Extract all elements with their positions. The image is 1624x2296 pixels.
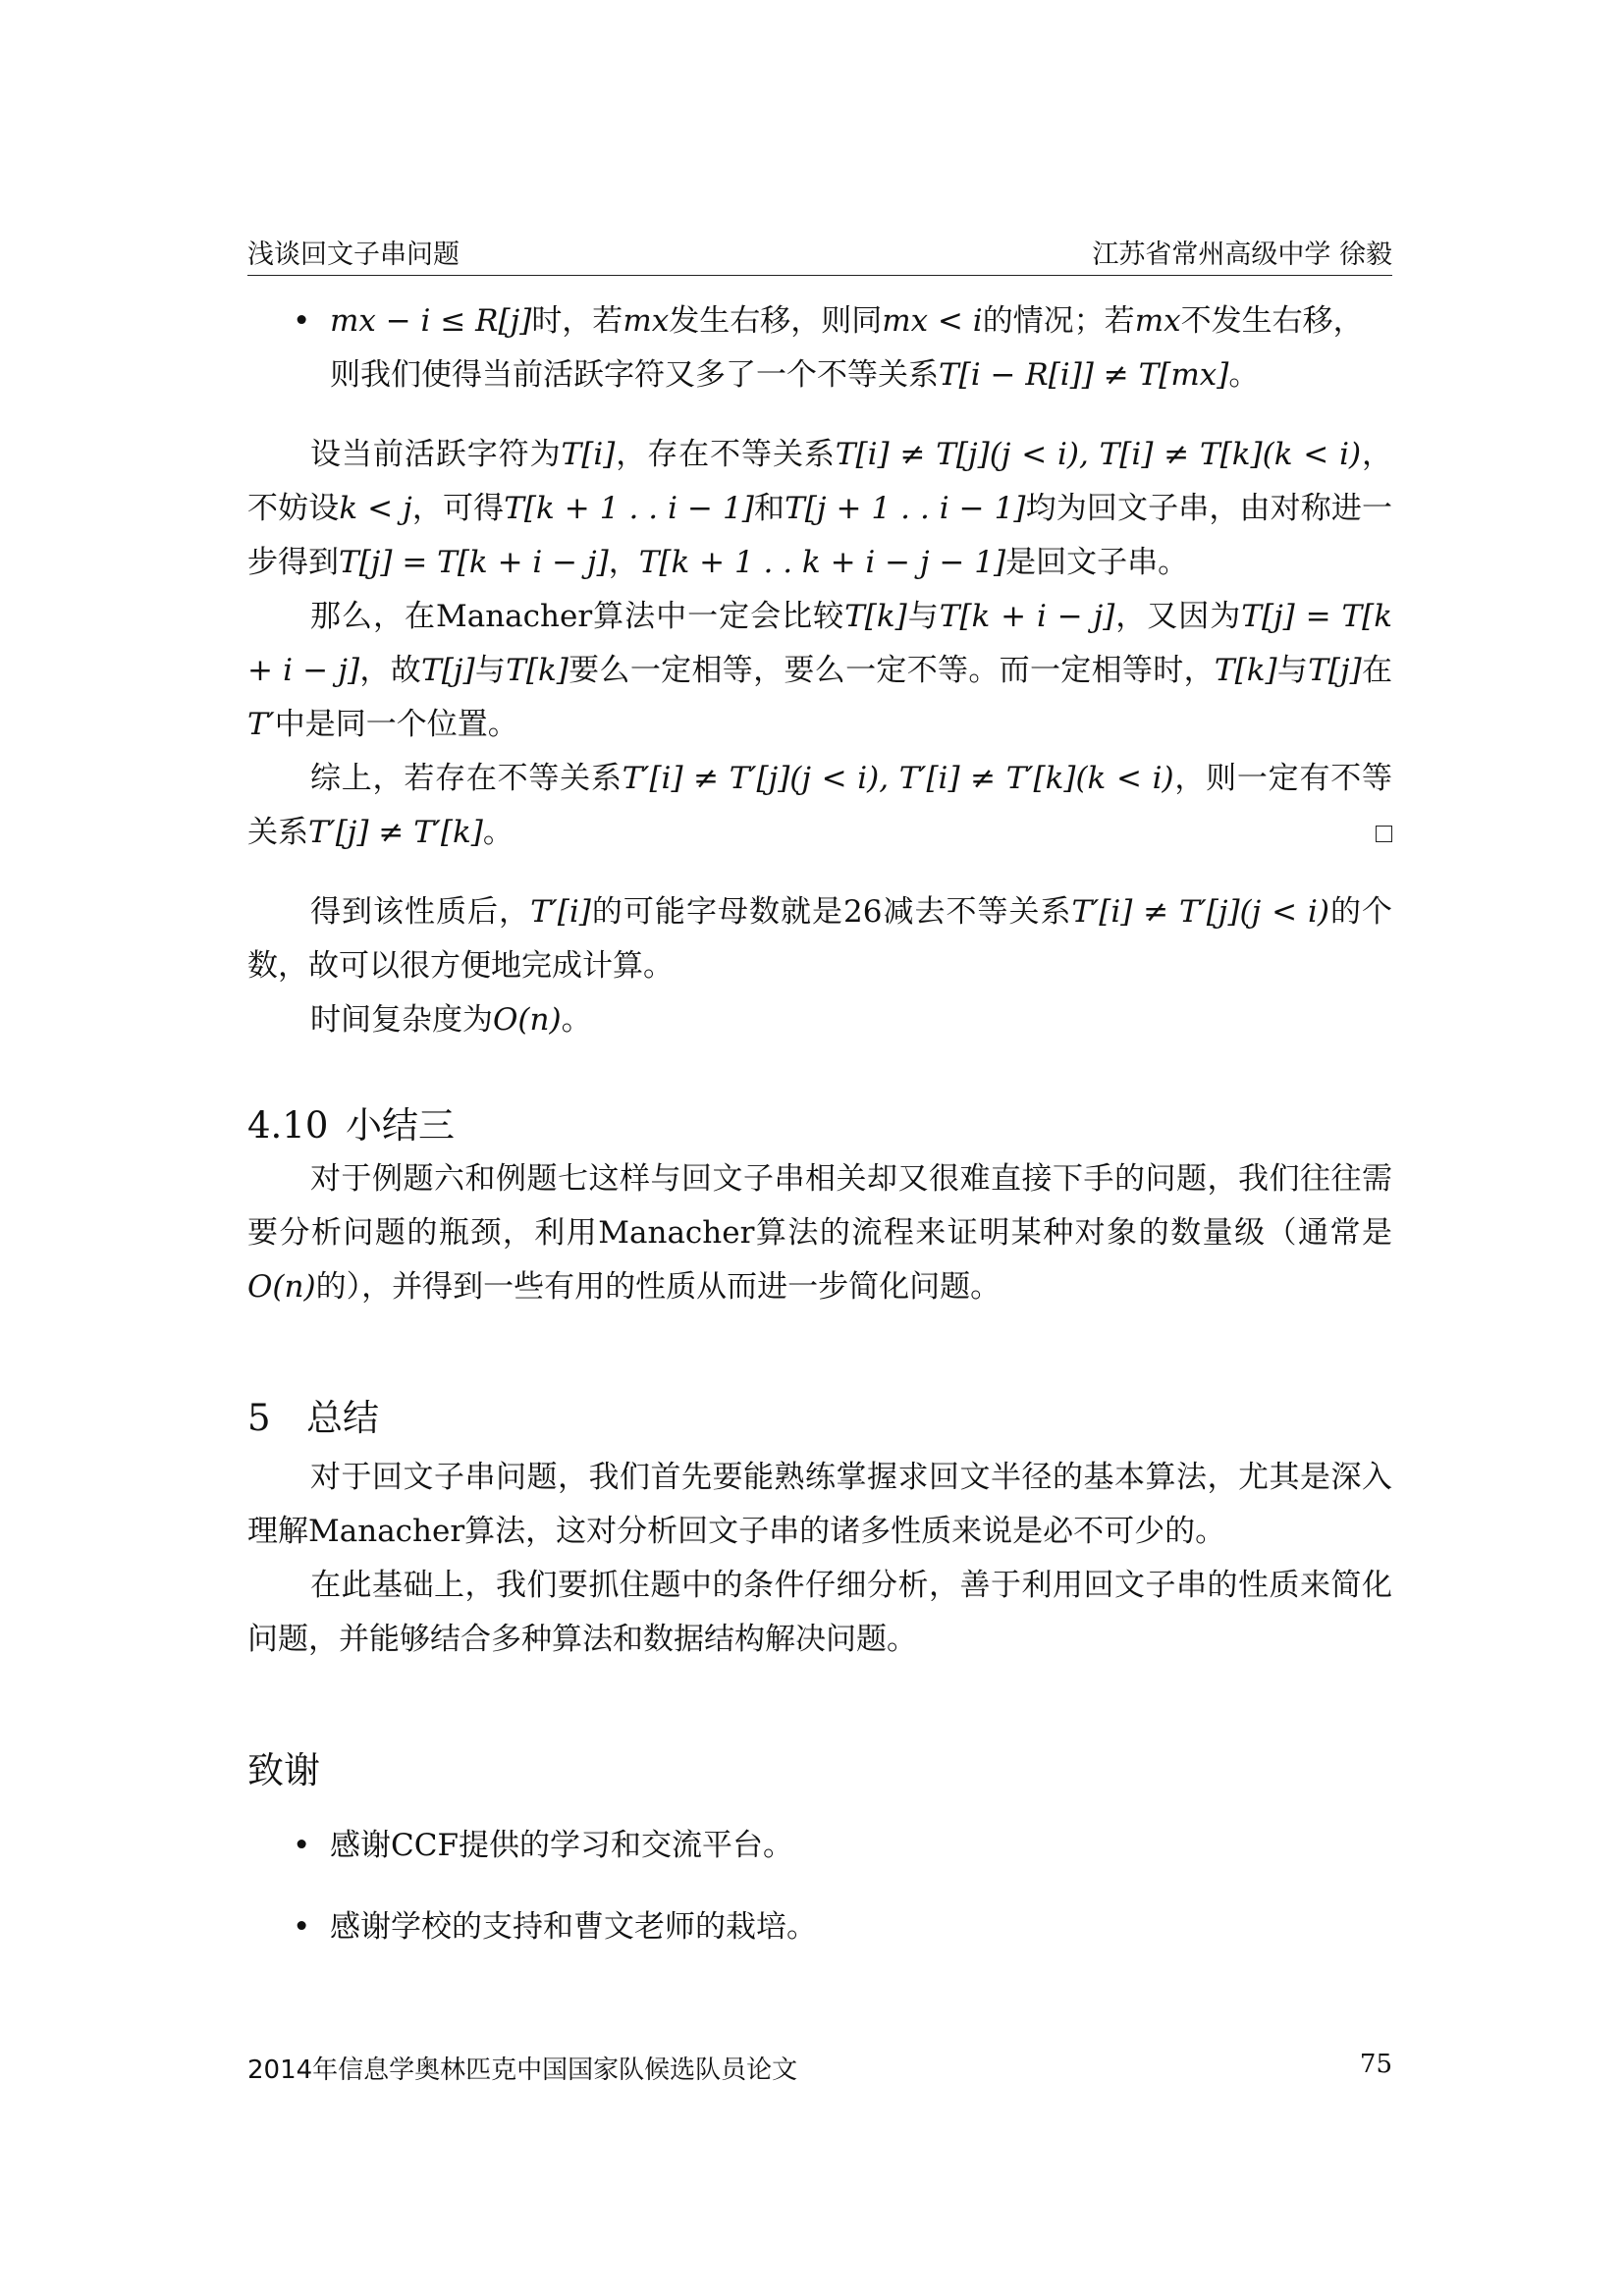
case-bullet-list xyxy=(247,294,1392,402)
math: T[j] xyxy=(1308,653,1362,688)
math: T′[i] ≠ T′[j](j < i), T′[i] ≠ T′[k](k < i) xyxy=(622,761,1174,796)
math: T[i] ≠ T[j](j < i), T[i] ≠ T[k](k < i) xyxy=(835,437,1362,472)
section-title: 总结 xyxy=(306,1397,379,1439)
section-number: 5 xyxy=(247,1397,271,1439)
text: 是回文子串。 xyxy=(1005,545,1189,580)
text: 与 xyxy=(1276,653,1309,688)
page-body xyxy=(247,294,1392,1954)
text: ，又因为 xyxy=(1114,599,1242,634)
text: 对于例题六和例题七这样与回文子串相关却又很难直接下手的问题，我们往往需要分析问题的瓶颈，利用Manacher算法的流程来证明某种对象的数量级（通常是 xyxy=(247,1161,1392,1251)
math: mx < i xyxy=(882,303,983,339)
complexity-paragraph xyxy=(247,993,1392,1047)
text: 和 xyxy=(753,491,785,526)
math: T′[j] ≠ T′[k] xyxy=(308,815,483,850)
summary-paragraph-2: 在此基础上，我们要抓住题中的条件仔细分析，善于利用回文子串的性质来简化问题，并能够结合多种算法和数据结构解决问题。 xyxy=(247,1568,1392,1657)
text: ，故 xyxy=(359,653,422,688)
text: ，存在不等关系 xyxy=(615,437,836,472)
header-author: 江苏省常州高级中学 徐毅 xyxy=(1092,240,1392,270)
acknowledgement-item: • 感谢学校的支持和曹文老师的栽培。 xyxy=(330,1900,1392,1954)
acknowledgements-list xyxy=(247,1819,1392,1954)
text: 得到该性质后， xyxy=(310,894,531,930)
math: T[j] = T[k + i − j] xyxy=(339,545,609,580)
header-title: 浅谈回文子串问题 xyxy=(247,240,460,270)
math: T[j + 1 . . i − 1] xyxy=(785,491,1026,526)
text: 与 xyxy=(906,599,940,634)
section-heading-5 xyxy=(247,1391,1392,1445)
math: T′ xyxy=(247,707,275,742)
math: O(n) xyxy=(247,1269,316,1305)
text: 不发生右移，则我们使得当前活跃字符又多了一个不等关系 xyxy=(330,303,1364,393)
math: T[j] = T[k + i − j] xyxy=(247,599,1393,688)
text: 与 xyxy=(474,653,507,688)
section-number: 4.10 xyxy=(247,1104,329,1147)
math: T[j] xyxy=(421,653,475,688)
summary-paragraph-1: 对于回文子串问题，我们首先要能熟练掌握求回文半径的基本算法，尤其是深入理解Manacher算法，这对分析回文子串的诸多性质来说是必不可少的。 xyxy=(247,1460,1392,1549)
math: T[k] xyxy=(844,599,907,634)
math: k < j xyxy=(339,491,412,526)
text: 时间复杂度为 xyxy=(310,1002,493,1038)
math: mx − i ≤ R[j] xyxy=(330,303,532,339)
page-number: 75 xyxy=(1359,2050,1392,2079)
math: T[k + 1 . . i − 1] xyxy=(504,491,754,526)
text: 的个数，故可以很方便地完成计算。 xyxy=(247,894,1393,984)
math: T[k + i − j] xyxy=(939,599,1115,634)
math: mx xyxy=(1134,303,1181,339)
text: ，则一定有不等关系 xyxy=(247,761,1392,850)
text: 那么，在Manacher算法中一定会比较 xyxy=(310,599,845,634)
section-heading-4-10 xyxy=(247,1098,1392,1152)
running-header xyxy=(247,236,1392,276)
acknowledgement-item: • 感谢CCF提供的学习和交流平台。 xyxy=(330,1819,1392,1873)
footer-title: 2014年信息学奥林匹克中国国家队候选队员论文 xyxy=(247,2056,798,2085)
math: T′[i] ≠ T′[j](j < i) xyxy=(1071,894,1329,930)
text: 的情况；若 xyxy=(982,303,1135,339)
text: 中是同一个位置。 xyxy=(274,707,518,742)
text: 的），并得到一些有用的性质从而进一步简化问题。 xyxy=(315,1269,1001,1305)
math: T′[i] xyxy=(530,894,591,930)
running-footer xyxy=(247,2050,1392,2086)
text: 。 xyxy=(1228,357,1260,393)
text: 综上，若存在不等关系 xyxy=(310,761,623,796)
text: ， xyxy=(608,545,639,580)
math: T[i] xyxy=(561,437,616,472)
qed-square-icon xyxy=(1376,826,1392,842)
section-4-10-paragraph xyxy=(247,1152,1392,1314)
text: 均为回文子串，由对称进一步得到 xyxy=(247,491,1392,580)
proof-paragraph-2 xyxy=(247,590,1392,752)
text: 发生右移，则同 xyxy=(669,303,883,339)
text: 设当前活跃字符为 xyxy=(310,437,562,472)
acknowledgements-heading: 致谢 xyxy=(247,1749,320,1791)
section-title: 小结三 xyxy=(346,1104,455,1147)
text: 时，若 xyxy=(531,303,623,339)
math: T[k + 1 . . k + i − j − 1] xyxy=(638,545,1006,580)
text: 。 xyxy=(561,1002,592,1038)
proof-paragraph-3 xyxy=(247,752,1392,860)
text: 的可能字母数就是26减去不等关系 xyxy=(590,894,1072,930)
math: T[k] xyxy=(506,653,568,688)
proof-paragraph-1 xyxy=(247,428,1392,590)
text: ，不妨设 xyxy=(247,437,1393,526)
math: T[k] xyxy=(1214,653,1277,688)
case-bullet-item xyxy=(330,294,1392,402)
math: T[i − R[i]] ≠ T[mx] xyxy=(939,357,1229,393)
math: mx xyxy=(623,303,670,339)
text: 。 xyxy=(482,815,514,850)
text: ，可得 xyxy=(411,491,505,526)
math: O(n) xyxy=(493,1002,562,1038)
text: 在 xyxy=(1361,653,1393,688)
text: 要么一定相等，要么一定不等。而一定相等时， xyxy=(568,653,1215,688)
result-paragraph xyxy=(247,885,1392,993)
